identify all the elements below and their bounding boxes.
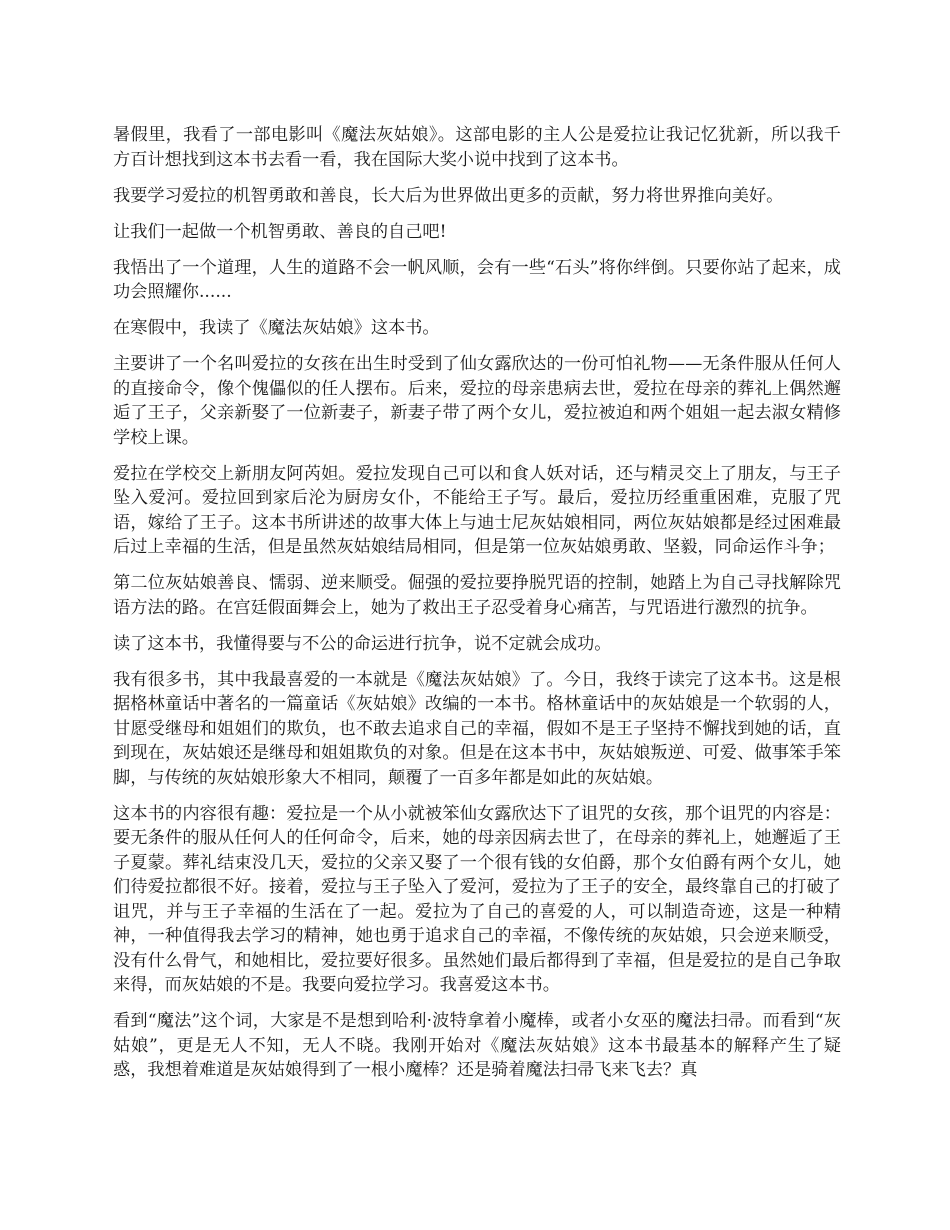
- paragraph: 主要讲了一个名叫爱拉的女孩在出生时受到了仙女露欣达的一份可怕礼物——无条件服从任何人的直接命令，像个傀儡似的任人摆布。后来，爱拉的母亲患病去世，爱拉在母亲的葬礼上偶然邂逅了王子，父亲新娶了一位新妻子，新妻子带了两个女儿，爱拉被迫和两个姐姐一起去淑女精修学校上课。: [113, 354, 841, 448]
- paragraph: 我悟出了一个道理，人生的道路不会一帆风顺，会有一些“石头”将你绊倒。只要你站了起来，成功会照耀你......: [113, 257, 841, 302]
- paragraph: 我要学习爱拉的机智勇敢和善良，长大后为世界做出更多的贡献，努力将世界推向美好。: [113, 185, 784, 206]
- paragraph: 我有很多书，其中我最喜爱的一本就是《魔法灰姑娘》了。今日，我终于读完了这本书。这是根据格林童话中著名的一篇童话《灰姑娘》改编的一本书。格林童话中的灰姑娘是一个软弱的人，甘愿受继母和姐姐们的欺负，也不敢去追求自己的幸福，假如不是王子坚持不懈找到她的话，直到现在，灰姑娘还是继母和姐姐欺负的对象。但是在这本书中，灰姑娘叛逆、可爱、做事笨手笨脚，与传统的灰姑娘形象大不相同，颠覆了一百多年都是如此的灰姑娘。: [113, 669, 841, 788]
- paragraph: 第二位灰姑娘善良、懦弱、逆来顺受。倔强的爱拉要挣脱咒语的控制，她踏上为自己寻找解除咒语方法的路。在宫廷假面舞会上，她为了救出王子忍受着身心痛苦，与咒语进行激烈的抗争。: [113, 573, 841, 618]
- paragraph: 这本书的内容很有趣：爱拉是一个从小就被笨仙女露欣达下了诅咒的女孩，那个诅咒的内容是：要无条件的服从任何人的任何命令，后来，她的母亲因病去世了，在母亲的葬礼上，她邂逅了王子夏蒙。葬礼结束没几天，爱拉的父亲又娶了一个很有钱的女伯爵，那个女伯爵有两个女儿，她们待爱拉都很不好。接着，爱拉与王子坠入了爱河，爱拉为了王子的安全，最终靠自己的打破了诅咒，并与王子幸福的生活在了一起。爱拉为了自己的喜爱的人，可以制造奇迹，这是一种精神，一种值得我去学习的精神，她也勇于追求自己的幸福，不像传统的灰姑娘，只会逆来顺受，没有什么骨气，和她相比，爱拉要好很多。虽然她们最后都得到了幸福，但是爱拉的是自己争取来得，而灰姑娘的不是。我要向爱拉学习。我喜爱这本书。: [113, 803, 841, 995]
- paragraph: 看到“魔法”这个词，大家是不是想到哈利·波特拿着小魔棒，或者小女巫的魔法扫帚。而看到“灰姑娘”，更是无人不知，无人不晓。我刚开始对《魔法灰姑娘》这本书最基本的解释产生了疑惑，我想着难道是灰姑娘得到了一根小魔棒？还是骑着魔法扫帚飞来飞去？真: [113, 1011, 841, 1080]
- document-body: [113, 123, 841, 1094]
- paragraph: 读了这本书，我懂得要与不公的命运进行抗争，说不定就会成功。: [113, 633, 612, 654]
- paragraph: 爱拉在学校交上新朋友阿芮妲。爱拉发现自己可以和食人妖对话，还与精灵交上了朋友，与王子坠入爱河。爱拉回到家后沦为厨房女仆，不能给王子写。最后，爱拉历经重重困难，克服了咒语，嫁给了王子。这本书所讲述的故事大体上与迪士尼灰姑娘相同，两位灰姑娘都是经过困难最后过上幸福的生活，但是虽然灰姑娘结局相同，但是第一位灰姑娘勇敢、坚毅，同命运作斗争；: [113, 463, 841, 557]
- paragraph: 让我们一起做一个机智勇敢、善良的自己吧!: [113, 221, 447, 242]
- paragraph: 在寒假中，我读了《魔法灰姑娘》这本书。: [113, 318, 440, 338]
- paragraph: 暑假里，我看了一部电影叫《魔法灰姑娘》。这部电影的主人公是爱拉让我记忆犹新，所以我千方百计想找到这本书去看一看，我在国际大奖小说中找到了这本书。: [113, 125, 841, 170]
